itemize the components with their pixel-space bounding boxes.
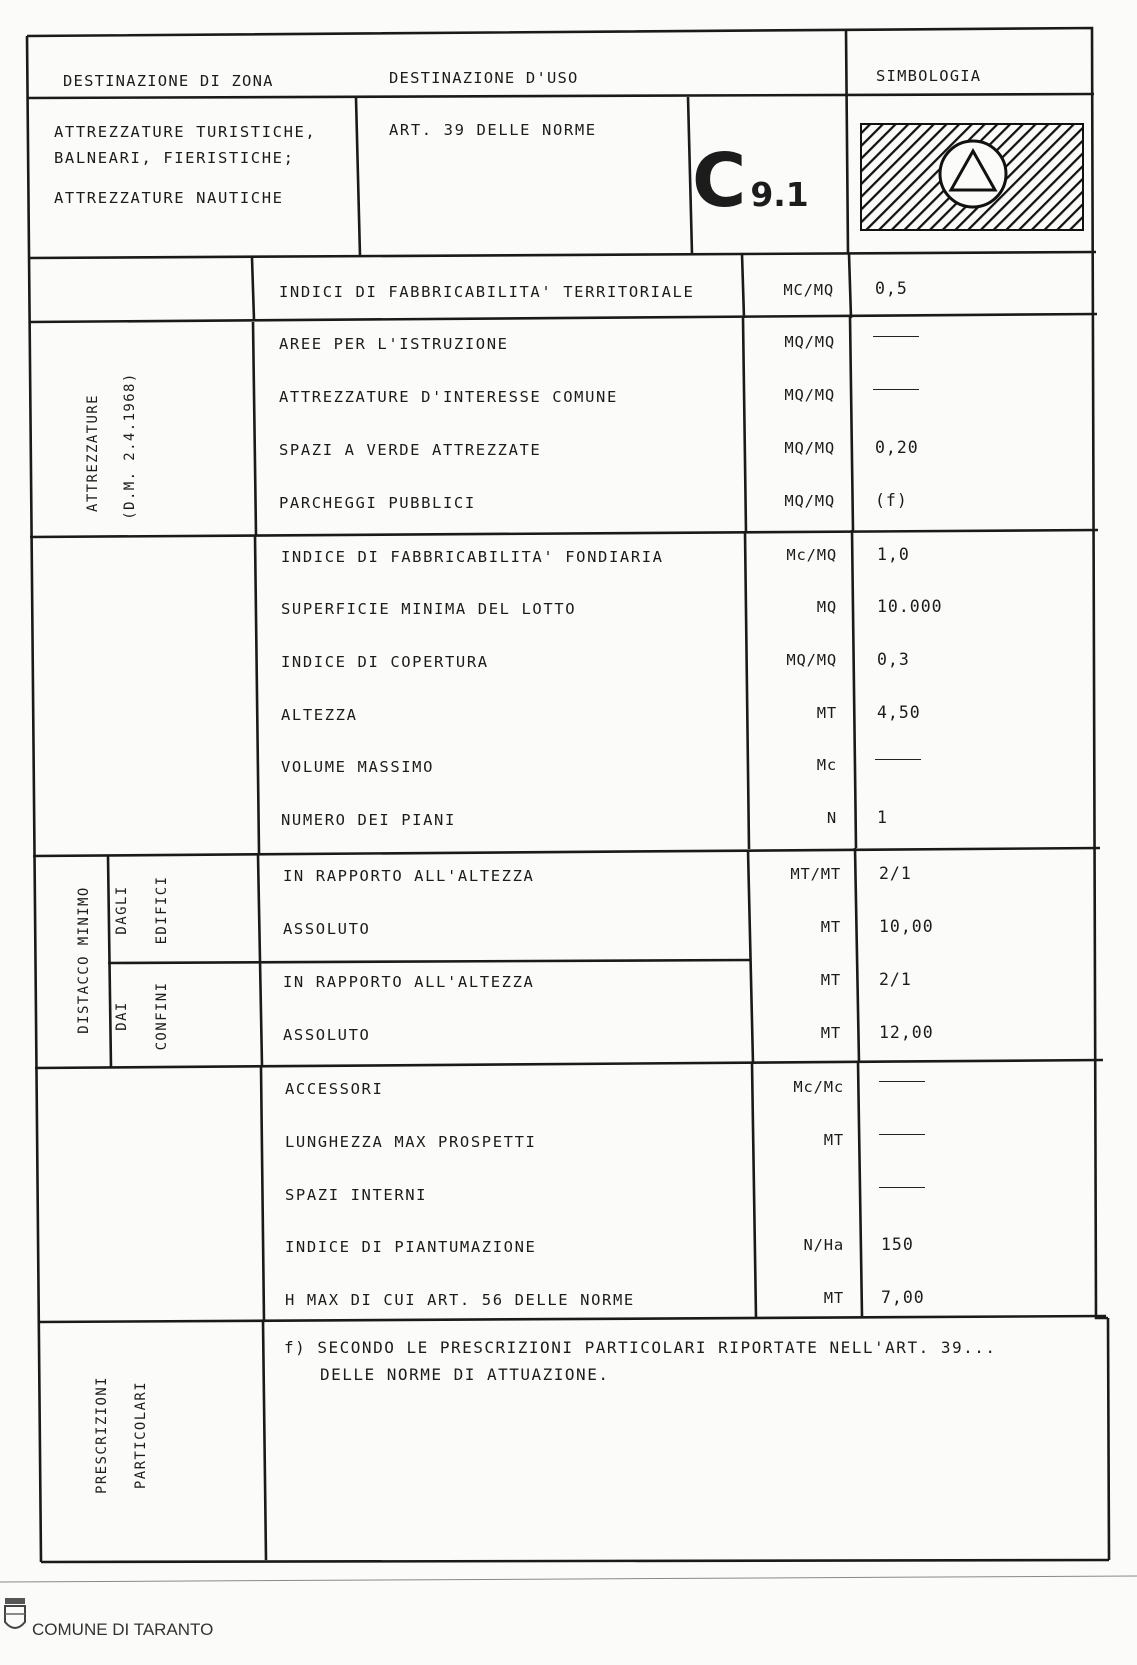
fondiaria-row-unit: MQ (816, 598, 837, 616)
attrezzature-group-sublabel: (D.M. 2.4.1968) (122, 372, 138, 520)
attrezzature-row-unit: MQ/MQ (784, 333, 835, 351)
territoriale-value: 0,5 (875, 279, 908, 298)
distacco-row-unit: MT (820, 1024, 841, 1042)
attrezzature-row-unit: MQ/MQ (784, 386, 835, 404)
destinazione-zona-header: DESTINAZIONE DI ZONA (63, 72, 274, 90)
fondiaria-row-label: SUPERFICIE MINIMA DEL LOTTO (281, 600, 577, 618)
altri-row-unit: MT (823, 1289, 844, 1307)
fondiaria-row-label: INDICE DI FABBRICABILITA' FONDIARIA (281, 548, 664, 566)
distacco-row-label: ASSOLUTO (283, 1026, 371, 1044)
distacco-group-label: DISTACCO MINIMO (76, 886, 92, 1034)
fondiaria-row-unit: MQ/MQ (786, 651, 837, 669)
attrezzature-row-label: PARCHEGGI PUBBLICI (279, 494, 476, 512)
fondiaria-row-label: NUMERO DEI PIANI (281, 811, 456, 829)
edifici-label-1: DAGLI (114, 885, 130, 935)
attrezzature-row-empty-dash (873, 389, 919, 390)
fondiaria-row-empty-dash (875, 759, 921, 760)
altri-row-unit: N/Ha (803, 1236, 844, 1254)
distacco-row-label: ASSOLUTO (283, 920, 371, 938)
territoriale-unit: MC/MQ (783, 281, 834, 299)
altri-row-label: LUNGHEZZA MAX PROSPETTI (285, 1133, 537, 1151)
fondiaria-row-value: 0,3 (877, 650, 910, 669)
confini-label-2: CONFINI (154, 981, 170, 1051)
altri-row-label: SPAZI INTERNI (285, 1186, 428, 1204)
zone-code-main: C (692, 138, 747, 224)
distacco-row-unit: MT/MT (790, 865, 841, 883)
fondiaria-row-value: 4,50 (877, 703, 921, 722)
altri-row-empty-dash (879, 1187, 925, 1188)
prescrizioni-label-1: PRESCRIZIONI (94, 1376, 110, 1494)
attrezzature-row-empty-dash (873, 336, 919, 337)
territoriale-label: INDICI DI FABBRICABILITA' TERRITORIALE (279, 283, 695, 301)
altri-row-value: 150 (881, 1235, 914, 1254)
zona-line-1: ATTREZZATURE TURISTICHE, (54, 123, 317, 141)
attrezzature-group-label: ATTREZZATURE (85, 394, 101, 512)
distacco-row-value: 10,00 (879, 917, 934, 936)
fondiaria-row-label: VOLUME MASSIMO (281, 758, 435, 776)
fondiaria-row-value: 10.000 (877, 597, 943, 616)
confini-label-1: DAI (114, 1001, 130, 1031)
distacco-row-value: 12,00 (879, 1023, 934, 1042)
destinazione-uso-header: DESTINAZIONE D'USO (389, 69, 579, 87)
fondiaria-row-unit: MT (816, 704, 837, 722)
altri-row-empty-dash (879, 1081, 925, 1082)
fondiaria-row-label: INDICE DI COPERTURA (281, 653, 489, 671)
prescrizioni-label-2: PARTICOLARI (133, 1380, 149, 1490)
altri-row-label: H MAX DI CUI ART. 56 DELLE NORME (285, 1291, 635, 1309)
attrezzature-row-unit: MQ/MQ (784, 492, 835, 510)
zone-code (692, 138, 809, 224)
hatched-square-with-circled-triangle-icon (861, 124, 1083, 230)
fondiaria-row-label: ALTEZZA (281, 706, 358, 724)
attrezzature-row-value: (f) (875, 491, 908, 510)
altri-row-empty-dash (879, 1134, 925, 1135)
altri-row-unit: Mc/Mc (793, 1078, 844, 1096)
prescrizioni-line-1: f) SECONDO LE PRESCRIZIONI PARTICOLARI RIPORTATE NELL'ART. 39... (284, 1338, 997, 1357)
distacco-row-unit: MT (820, 918, 841, 936)
simbologia-header: SIMBOLOGIA (876, 67, 982, 85)
city-crest-icon (2, 1596, 28, 1636)
distacco-row-label: IN RAPPORTO ALL'ALTEZZA (283, 973, 535, 991)
attrezzature-row-label: ATTREZZATURE D'INTERESSE COMUNE (279, 388, 618, 406)
attrezzature-row-value: 0,20 (875, 438, 919, 457)
uso-text: ART. 39 DELLE NORME (389, 121, 597, 139)
prescrizioni-line-2: DELLE NORME DI ATTUAZIONE. (320, 1365, 610, 1384)
fondiaria-row-value: 1,0 (877, 545, 910, 564)
fondiaria-row-unit: Mc/MQ (786, 546, 837, 564)
altri-row-value: 7,00 (881, 1288, 925, 1307)
zona-line-3: ATTREZZATURE NAUTICHE (54, 189, 284, 207)
fondiaria-row-value: 1 (877, 808, 888, 827)
edifici-label-2: EDIFICI (154, 875, 170, 945)
altri-row-label: ACCESSORI (285, 1080, 384, 1098)
fondiaria-row-unit: Mc (816, 756, 837, 774)
attrezzature-row-unit: MQ/MQ (784, 439, 835, 457)
attrezzature-row-label: SPAZI A VERDE ATTREZZATE (279, 441, 542, 459)
distacco-row-unit: MT (820, 971, 841, 989)
fondiaria-row-unit: N (826, 809, 837, 827)
zona-line-2: BALNEARI, FIERISTICHE; (54, 149, 295, 167)
attrezzature-row-label: AREE PER L'ISTRUZIONE (279, 335, 509, 353)
distacco-row-value: 2/1 (879, 864, 912, 883)
distacco-row-value: 2/1 (879, 970, 912, 989)
altri-row-label: INDICE DI PIANTUMAZIONE (285, 1238, 537, 1256)
altri-row-unit: MT (823, 1131, 844, 1149)
footer-text: COMUNE DI TARANTO (32, 1620, 214, 1639)
zone-code-sub: 9.1 (750, 174, 809, 214)
distacco-row-label: IN RAPPORTO ALL'ALTEZZA (283, 867, 535, 885)
